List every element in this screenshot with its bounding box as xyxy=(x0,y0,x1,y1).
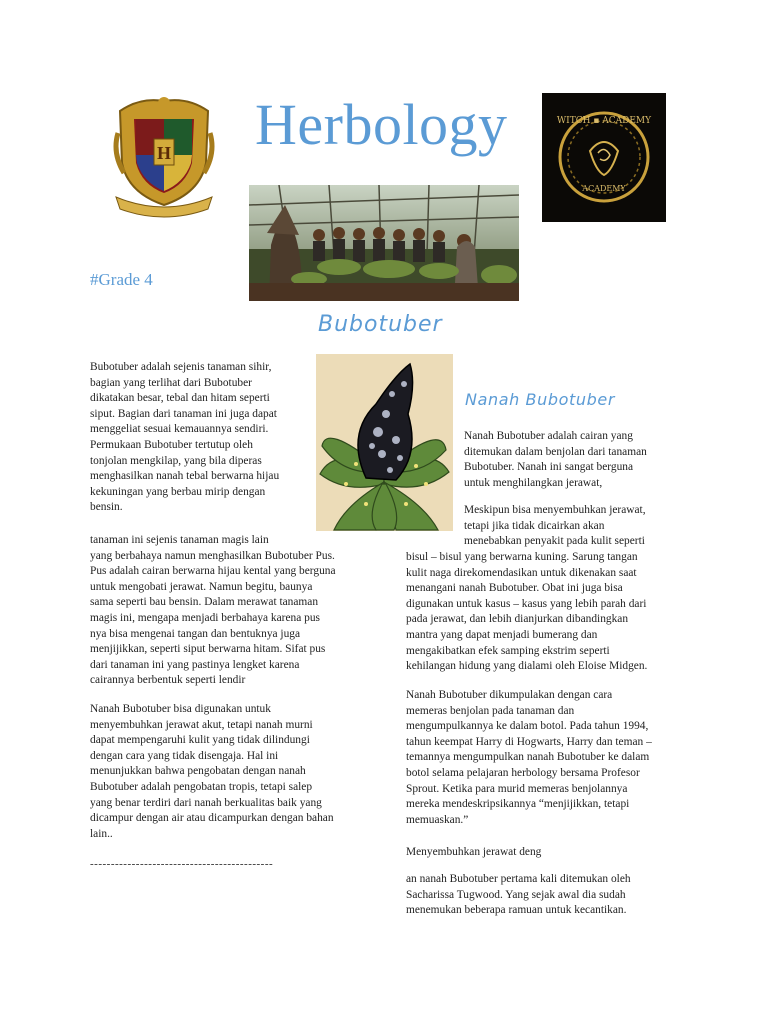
text-line: menghasilkan nanah tebal berwarna hijau xyxy=(90,470,280,483)
svg-text:WITCH ▪ ACADEMY: WITCH ▪ ACADEMY xyxy=(556,116,652,126)
text-line: bagian yang terlihat dari Bubotuber xyxy=(90,376,252,389)
text-line: Pus adalah cairan berwarna hijau kental yang berguna xyxy=(90,565,336,578)
left-paragraph-3 xyxy=(90,702,334,842)
text-line: mantra yang dapat menjadi bumerang dan xyxy=(406,628,598,641)
right-paragraph-1 xyxy=(464,429,647,491)
text-line: cairannya berbentuk seperti lendir xyxy=(90,674,246,687)
text-line: dikatakan besar, tebal dan hitam seperti xyxy=(90,392,270,405)
text-line: menemukan beberapa ramuan untuk kecantikan. xyxy=(406,904,627,917)
text-line: tonjolan mengkilap, yang bila diperas xyxy=(90,454,262,467)
text-line: Bubotuber. Nanah ini sangat berguna xyxy=(464,461,634,474)
text-line: tanaman ini sejenis tanaman magis lain xyxy=(90,534,269,546)
text-line: tetapi jika tidak dicairkan akan xyxy=(464,519,605,532)
text-line: Sacharissa Tugwood. Yang sejak awal dia sudah xyxy=(406,888,626,901)
text-line: bisul – bisul yang berwarna kuning. Sarung tangan xyxy=(406,551,638,563)
text-line: Permukaan Bubotuber tertutup oleh xyxy=(90,438,253,451)
text-line: kulit naga direkomendasikan untuk dikenakan saat xyxy=(406,566,637,579)
text-line: Sprout. Ketika para murid memeras benjolannya xyxy=(406,782,628,795)
section-divider: -------------------------------------------- xyxy=(90,858,274,870)
text-line: magis ini, mengapa menjadi berbahaya karena pus xyxy=(90,611,320,624)
text-line: menggeliat sesuai kemauannya sendiri. xyxy=(90,423,269,436)
svg-text:H: H xyxy=(156,143,172,163)
text-line: siput. Bagian dari tanaman ini juga dapat xyxy=(90,407,277,420)
text-line: Meskipun bisa menyembuhkan jerawat, xyxy=(464,504,646,516)
text-line: Nanah Bubotuber bisa digunakan untuk xyxy=(90,703,271,715)
text-line: menunjukkan bahwa pengobatan dengan nanah xyxy=(90,765,306,778)
text-line: mengumpulkannya ke dalam botol. Pada tahun 1994, xyxy=(406,720,649,733)
svg-text:ACADEMY: ACADEMY xyxy=(582,184,626,193)
text-line: dapat mempengaruhi kulit yang tidak dilindungi xyxy=(90,734,310,747)
text-line: untuk mengobati jerawat. Namun begitu, baunya xyxy=(90,580,313,593)
left-paragraph-1 xyxy=(90,360,279,516)
text-line: Menyembuhkan jerawat deng xyxy=(406,846,542,858)
text-line: yang benar terdiri dari nanah berkualitas baik yang xyxy=(90,796,322,809)
right-paragraph-4 xyxy=(406,845,541,861)
text-line: ditemukan dalam benjolan dari tanaman xyxy=(464,445,647,458)
text-line: botol selama pelajaran herbology bersama Profesor xyxy=(406,766,640,779)
text-line: digunakan untuk kasus – kasus yang lebih parah dari xyxy=(406,597,647,610)
text-line: dari tanaman ini yang pastinya lengket karena xyxy=(90,658,300,671)
greenhouse-photo xyxy=(249,185,519,301)
right-paragraph-3 xyxy=(406,688,652,828)
hogwarts-crest-image xyxy=(110,93,218,220)
bubotuber-plant-image xyxy=(316,354,453,531)
text-line: Bubotuber adalah pengobatan tropis, tetapi salep xyxy=(90,780,313,793)
text-line: mereka mendeskripsikannya “menjijikkan, tetapi xyxy=(406,798,630,811)
academy-logo-image xyxy=(542,93,666,222)
nanah-bubotuber-heading: Nanah Bubotuber xyxy=(465,390,615,409)
text-line: memuaskan.” xyxy=(406,813,469,826)
text-line: menebabkan penyakit pada kulit seperti xyxy=(464,535,645,548)
page-title: Herbology xyxy=(255,92,508,157)
text-line: Nanah Bubotuber adalah cairan yang xyxy=(464,430,633,442)
text-line: temannya mengumpulkan nanah Bubotuber ke dalam xyxy=(406,751,650,764)
text-line: kekuningan yang berbau mirip dengan xyxy=(90,485,266,498)
text-line: kehilangan hidung yang dialami oleh Eloise Midgen. xyxy=(406,660,648,673)
text-line: untuk menghilangkan jerawat, xyxy=(464,476,603,489)
text-line: tahun keempat Harry di Hogwarts, Harry dan teman – xyxy=(406,735,652,748)
right-paragraph-2b xyxy=(406,550,647,675)
right-paragraph-2a xyxy=(464,503,646,550)
text-line: menyembuhkan jerawat akut, tetapi nanah murni xyxy=(90,718,313,731)
text-line: sama seperti bau bensin. Dalam merawat tanaman xyxy=(90,596,319,609)
grade-label: #Grade 4 xyxy=(90,270,153,289)
text-line: mengakibatkan efek samping ekstrim seperti xyxy=(406,644,610,657)
text-line: dicampur dengan air atau dicampurkan dengan bahan xyxy=(90,812,334,825)
bubotuber-heading: Bubotuber xyxy=(318,312,443,337)
text-line: menjijikkan, seperti siput berwarna hitam. Sifat pus xyxy=(90,643,326,656)
text-line: dengan cara yang tidak disengaja. Hal ini xyxy=(90,749,279,762)
text-line: pada jerawat, dan lebih dianjurkan dibandingkan xyxy=(406,613,629,626)
text-line: yang berbahaya namun menghasilkan Bubotuber Pus. xyxy=(90,549,335,562)
text-line: an nanah Bubotuber pertama kali ditemukan oleh xyxy=(406,873,631,885)
text-line: nya bisa mengenai tangan dan bentuknya juga xyxy=(90,627,301,640)
text-line: bensin. xyxy=(90,501,123,514)
text-line: lain.. xyxy=(90,827,113,840)
text-line: memeras benjolan pada tanaman dan xyxy=(406,704,575,717)
text-line: menangani nanah Bubotuber. Obat ini juga bisa xyxy=(406,582,623,595)
right-paragraph-5 xyxy=(406,872,631,919)
text-line: Bubotuber adalah sejenis tanaman sihir, xyxy=(90,361,272,373)
text-line: Nanah Bubotuber dikumpulakan dengan cara xyxy=(406,689,613,701)
left-paragraph-2 xyxy=(90,533,336,689)
